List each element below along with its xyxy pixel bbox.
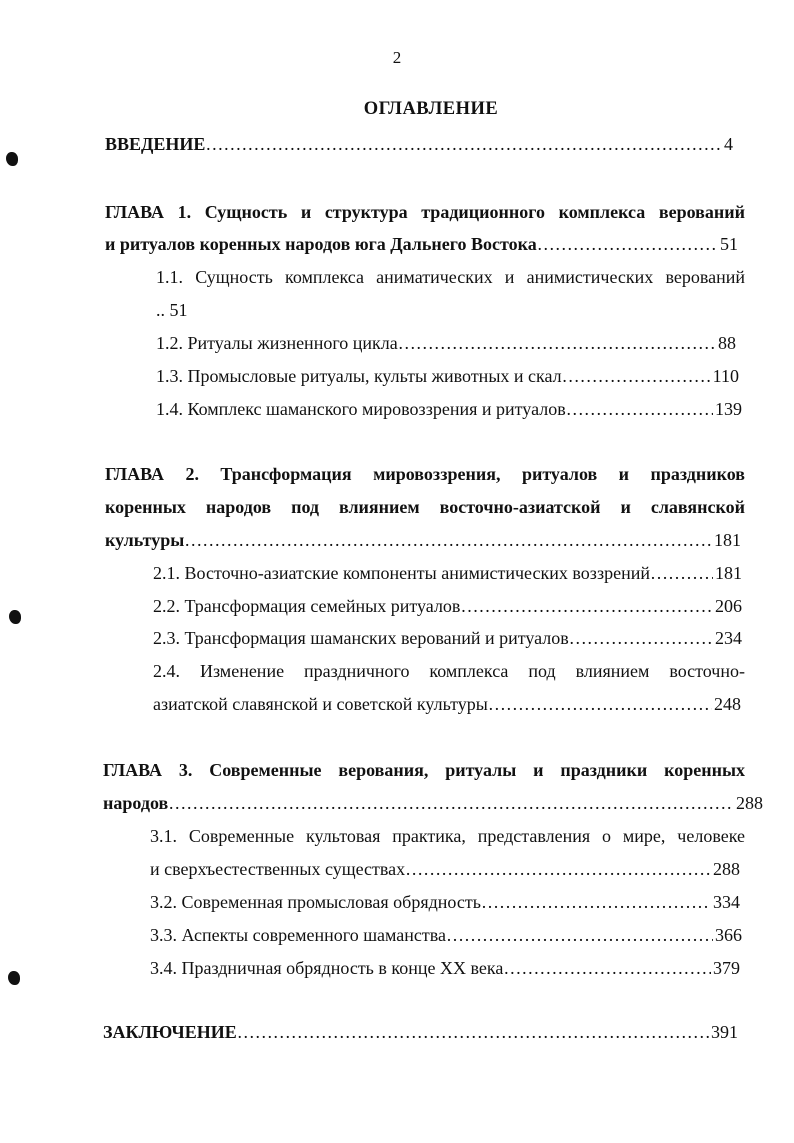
dot-leader [488,693,712,715]
dot-leader [562,365,711,387]
toc-page-number: 181 [714,530,741,550]
toc-entry-text: ВВЕДЕНИЕ [105,134,206,154]
toc-entry-intro[interactable] [105,133,733,155]
toc-entry-2-3[interactable] [153,627,742,649]
toc-entry-text: 3.3. Аспекты современного шаманства [150,925,447,945]
toc-entry-2-1[interactable] [153,562,742,584]
dot-leader [237,1021,709,1043]
toc-page-number: 391 [711,1022,738,1042]
dot-leader [460,595,713,617]
toc-entry-2-4-line1[interactable]: 2.4. Изменение праздничного комплекса под влиянием восточно- [153,661,745,681]
dot-leader [205,133,722,155]
toc-entry-3-3[interactable] [150,924,742,946]
toc-entry-text: 2.2. Трансформация семейных ритуалов [153,596,461,616]
toc-page-number: 234 [715,628,742,648]
dot-leader [537,233,718,255]
toc-entry-text: 2.1. Восточно-азиатские компоненты анимистических воззрений [153,563,651,583]
dot-leader [405,858,711,880]
toc-entry-1-1-line2: .. 51 [156,300,188,320]
scan-mark-bottom [8,971,20,985]
toc-entry-chapter2[interactable] [105,529,741,551]
toc-entry-3-2[interactable] [150,891,740,913]
toc-entry-text: 1.3. Промысловые ритуалы, культы животных и скал [156,366,562,386]
dot-leader [481,891,711,913]
toc-page-number: 110 [712,366,739,386]
chapter2-heading-line1[interactable]: ГЛАВА 2. Трансформация мировоззрения, ритуалов и праздников [105,464,745,484]
toc-entry-3-1[interactable] [150,858,740,880]
toc-entry-text: 2.3. Трансформация шаманских верований и ритуалов [153,628,569,648]
toc-entry-3-1-line1[interactable]: 3.1. Современные культовая практика, представления о мире, человеке [150,826,745,846]
page-number: 2 [392,48,402,67]
dot-leader [569,627,713,649]
toc-entry-chapter1[interactable] [105,233,738,255]
scan-mark-top [6,152,18,166]
toc-entry-2-2[interactable] [153,595,742,617]
toc-page-number: 288 [736,793,763,813]
dot-leader [184,529,712,551]
toc-page-number: 181 [715,563,742,583]
toc-page-number: 206 [715,596,742,616]
toc-entry-text: ЗАКЛЮЧЕНИЕ [103,1022,237,1042]
toc-entry-text: и ритуалов коренных народов юга Дальнего Востока [105,234,537,254]
dot-leader [566,398,713,420]
toc-entry-3-4[interactable] [150,957,740,979]
toc-page-number: 4 [724,134,733,154]
dot-leader [168,792,734,814]
toc-page-number: 334 [713,892,740,912]
chapter3-heading-line1[interactable]: ГЛАВА 3. Современные верования, ритуалы и праздники коренных [103,760,745,780]
toc-entry-text: 1.4. Комплекс шаманского мировоззрения и ритуалов [156,399,566,419]
toc-entry-chapter3[interactable] [103,792,763,814]
chapter1-heading-line1[interactable]: ГЛАВА 1. Сущность и структура традиционного комплекса верований [105,202,745,222]
toc-entry-text: азиатской славянской и советской культуры [153,694,488,714]
scan-mark-middle [9,610,21,624]
toc-page-number: 51 [720,234,738,254]
toc-entry-text: 3.4. Праздничная обрядность в конце XX века [150,958,504,978]
toc-entry-1-2[interactable] [156,332,736,354]
toc-entry-text: и сверхъестественных существах [150,859,406,879]
toc-entry-text: 1.2. Ритуалы жизненного цикла [156,333,398,353]
toc-page-number: 88 [718,333,736,353]
toc-page-number: 248 [714,694,741,714]
chapter2-heading-line2[interactable]: коренных народов под влиянием восточно-азиатской и славянской [105,497,745,517]
toc-entry-1-4[interactable] [156,398,742,420]
toc-entry-conclusion[interactable] [103,1021,738,1043]
toc-page-number: 366 [715,925,742,945]
toc-entry-text: народов [103,793,169,813]
toc-page-number: 288 [713,859,740,879]
toc-title: ОГЛАВЛЕНИЕ [363,99,499,119]
toc-page-number: 139 [715,399,742,419]
toc-entry-1-3[interactable] [156,365,739,387]
toc-entry-1-1-line1[interactable]: 1.1. Сущность комплекса аниматических и анимистических верований [156,267,745,287]
toc-page-number: 379 [713,958,740,978]
toc-entry-text: 3.2. Современная промысловая обрядность [150,892,481,912]
dot-leader [446,924,713,946]
toc-entry-2-4[interactable] [153,693,741,715]
dot-leader [503,957,711,979]
toc-entry-text: культуры [105,530,185,550]
dot-leader [650,562,713,584]
dot-leader [398,332,716,354]
